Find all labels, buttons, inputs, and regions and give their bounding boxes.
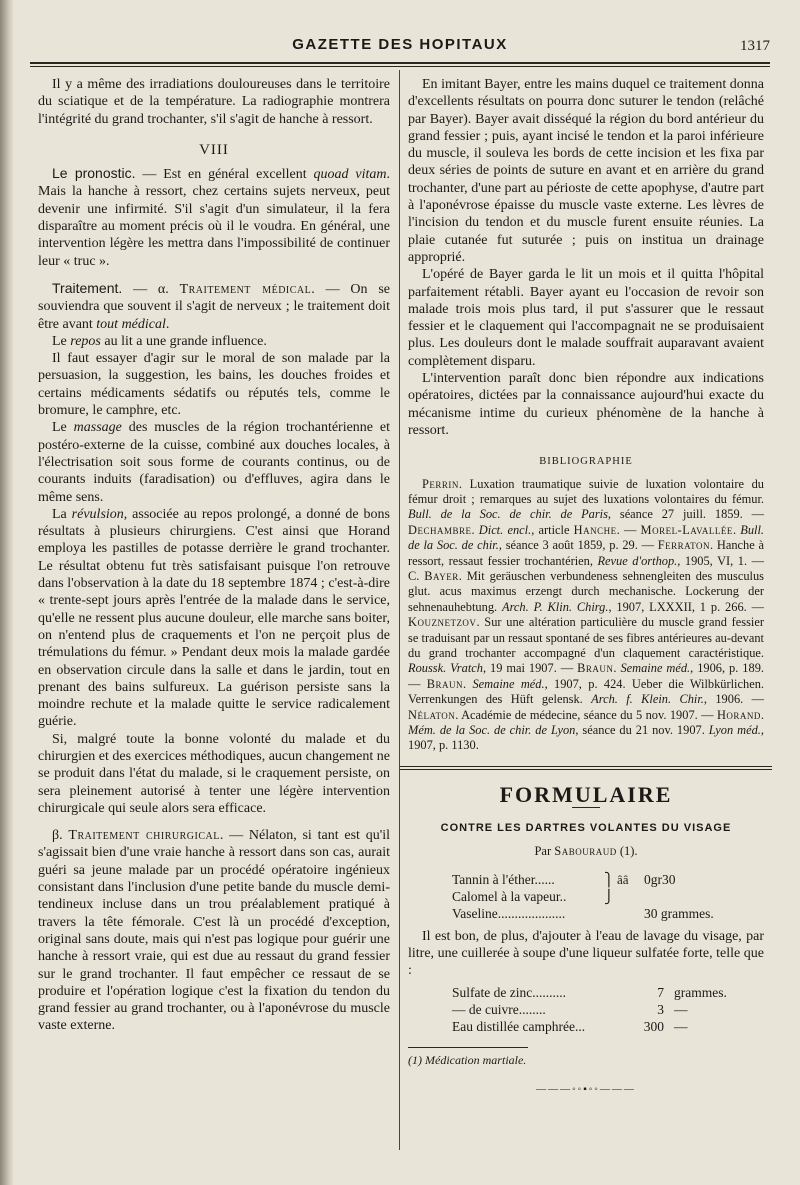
table-row bbox=[408, 1001, 764, 1018]
footnote-text: (1) Médication martiale. bbox=[408, 1052, 527, 1067]
text: au lit a une grande influence. bbox=[100, 333, 267, 349]
quantity: 7 bbox=[657, 984, 664, 1000]
italic-text: Semaine méd. bbox=[472, 676, 545, 691]
italic-text: massage bbox=[73, 420, 122, 436]
italic-text: quoad vitam bbox=[313, 167, 387, 183]
section-rule-thin bbox=[400, 769, 772, 770]
header-rule bbox=[30, 62, 770, 64]
italic-text: Dict. encl. bbox=[478, 522, 532, 537]
text: . bbox=[463, 676, 473, 691]
paragraph: L'intervention paraît donc bien répondre aux indications opératoires, dictées par la connaissance aujourd'hui exacte du mécanisme intime du curieux phénomène de la hanche à ressort. bbox=[408, 371, 764, 438]
footnote bbox=[408, 1052, 764, 1069]
text: , 19 mai 1907. — bbox=[482, 661, 578, 676]
table-row bbox=[408, 888, 764, 905]
italic-text: Lyon méd. bbox=[708, 723, 761, 738]
small-caps-text: Traitement médical bbox=[179, 281, 312, 297]
text: — α. bbox=[122, 281, 180, 297]
text: Le bbox=[52, 420, 74, 436]
text: , article bbox=[531, 522, 574, 537]
text: — Est en général excellent bbox=[135, 167, 314, 183]
text: . Mais la hanche à ressort, chez certains sujets nerveux, peut devenir une infirmité. S'il s'agit d'un simulateur, il la fera disparaître au moment précis où il le voudra. En général, une intervention légère les mettra dans l'impossibilité de continuer leur « truc ». bbox=[38, 167, 390, 269]
text: Par bbox=[534, 844, 555, 859]
text: , associée au repos prolongé, a donné de bons résultats à plusieurs chirurgiens. C'est ainsi que Horand employa les pastilles de potasse derrière le grand trochanter. Le résultat obtenu fut très satisfaisant puisque l'on retrouve dans l'observation à la date du 18 septembre 1874 ; c'est-à-dire « trente-sept jours après l'entrée de la malade dans le service, qu'elle ne ressent plus aucune douleur, elle marche sans boiter, on n'entend plus de craquements et l'on ne perçoit plus de trémulations du fémur. » Pendant deux mois la malade gardée en observation circule dans la salle et dans le jardin, tout en prenant des bains sulfureux. La guérison persiste sans la moindre rechute et la malade quitte le service radicalement guérie. bbox=[38, 506, 390, 730]
text: . bbox=[732, 522, 741, 537]
bibliography-heading: BIBLIOGRAPHIE bbox=[539, 456, 633, 468]
author-name: Braun bbox=[577, 661, 614, 676]
small-caps-text: Traitement chirurgical bbox=[68, 828, 220, 844]
quantity: 300 bbox=[643, 1018, 664, 1034]
prescription-table-2 bbox=[408, 984, 764, 1035]
column-divider bbox=[399, 70, 400, 1150]
table-row bbox=[408, 871, 764, 888]
italic-text: Mém. de la Soc. de chir. de Lyon bbox=[408, 723, 576, 738]
small-caps-text: Hanche bbox=[573, 522, 617, 537]
italic-text: repos bbox=[70, 333, 101, 349]
section-rule bbox=[400, 766, 772, 767]
journal-title: GAZETTE DES HOPITAUX bbox=[292, 36, 508, 53]
italic-text: Arch. P. Klin. Chirg. bbox=[502, 599, 609, 614]
text: , séance 3 août 1859, p. 29. — bbox=[498, 538, 658, 553]
prescription-table bbox=[408, 871, 764, 922]
header-rule-thin bbox=[30, 66, 770, 67]
text: , 1907, LXXXII, 1 p. 266. — bbox=[608, 599, 765, 614]
text: , séance du 21 nov. 1907. bbox=[575, 723, 709, 738]
formulaire-heading: FORMULAIRE bbox=[499, 781, 673, 807]
run-in-heading: Traitement. bbox=[52, 279, 123, 296]
quantity: 0gr30 bbox=[644, 871, 676, 887]
author-name: Perrin bbox=[422, 476, 459, 491]
paragraph-traitement-chirurgical bbox=[38, 827, 390, 1035]
quantity: 30 grammes. bbox=[644, 905, 714, 921]
author-name: Sabouraud bbox=[554, 844, 617, 859]
running-header bbox=[30, 26, 770, 62]
author-name: Nélaton bbox=[408, 707, 456, 722]
text: . — bbox=[616, 522, 641, 537]
paragraph: Si, malgré toute la bonne volonté du malade et du chirurgien et des exercices méthodiques, aucun changement ne se produit dans l'état du malade, si le craquement persiste, on sera pleinement autorisé à tenter une légère intervention chirurgicale qui seule alors sera efficace. bbox=[38, 731, 390, 816]
text: Le bbox=[52, 333, 71, 349]
ingredient: — de cuivre........ bbox=[452, 1001, 546, 1017]
quantity bbox=[644, 888, 764, 905]
bibliography bbox=[408, 477, 764, 754]
right-column bbox=[408, 76, 764, 1098]
recipe-author bbox=[408, 843, 764, 860]
ingredient: Vaseline.................... bbox=[452, 905, 566, 921]
italic-text: Semaine méd. bbox=[620, 661, 691, 676]
text: . — Nélaton, si tant est qu'il s'agissait bien d'une vraie hanche à ressort dans son cas, aurait guéri sa jeune malade par un procédé opératoire ingénieux consistant dans l'inclusion d'une petite bande du muscle demi-tendineux incluse dans un trou préalablement pratiqué à travers la tête fémorale. C'est là un procédé d'exception, original sans doute, mais qui n'est pas logique pour guérir une hanche à ressort vraie, qui est due au ressaut du grand fessier sur le grand trochanter. Il faut empêcher ce ressaut de se produire et l'opération logique c'est la fixation du tendon du grand fessier au grand trochanter, ou à l'aponévrose du muscle vaste externe. bbox=[38, 828, 390, 1034]
text: , 1907, p. 1130. bbox=[408, 723, 764, 753]
page-number: 1317 bbox=[740, 38, 770, 54]
text: . Hanche à ressort, ressaut fessier trochantérien, bbox=[408, 538, 764, 568]
text: , 1905, VI, 1. — C. bbox=[408, 553, 765, 583]
ornament-divider: ———◦◦▪◦◦——— bbox=[536, 1083, 636, 1095]
italic-text: Bull. de la Soc. de chir. bbox=[408, 522, 765, 553]
text: (1). bbox=[616, 844, 638, 859]
text: . bbox=[165, 316, 170, 332]
italic-text: tout médical bbox=[96, 316, 166, 332]
text: . bbox=[613, 661, 621, 676]
paragraph: En imitant Bayer, entre les mains duquel ce traitement donna d'excellents résultats on pourra donc suturer le tendon (relâché par Bayer). Bayer avait disséqué la région du bord antérieur du grand fessier ; puis, ayant incisé le tendon et la paroi inférieure du muscle, il souleva les bords de cette incision et les fixa par deux séries de points de suture en avant et en arrière du grand trochanter, d'une part au périoste de cette apophyse, d'autre part à l'aponévrose épaisse du muscle vaste externe. Les lèvres de l'incision du tendon et du muscle furent ensuite réunies. La plaie cutanée fut suturée ; puis on institua un drainage approprié. bbox=[408, 77, 764, 265]
run-in-heading: Le pronostic. bbox=[52, 165, 136, 182]
author-name: Bayer bbox=[424, 568, 459, 583]
paragraph-traitement bbox=[38, 280, 390, 333]
text: , 1906. — bbox=[703, 692, 764, 707]
paragraph: Il y a même des irradiations douloureuses dans le territoire du sciatique et de la température. La radiographie montrera l'intégrité du grand trochanter, s'il s'agit de hanche à ressort. bbox=[38, 77, 390, 127]
text: , séance 27 juill. 1859. — bbox=[607, 507, 764, 522]
heading-underline bbox=[572, 807, 600, 808]
paragraph: L'opéré de Bayer garda le lit un mois et il quitta l'hôpital parfaitement rétabli. Bayer ayant eu l'occasion de revoir son malade trois mois plus tard, il put s'assurer que le ressaut fessier et le claquement qui l'accompagnait ne se produisaient plus. Les douleurs dont le malade souffrait auparavant avaient complètement disparu. bbox=[408, 267, 764, 369]
brace-mark: ⎭ bbox=[604, 888, 614, 904]
italic-text: Revue d'orthop. bbox=[597, 553, 678, 568]
unit: — bbox=[674, 1018, 688, 1034]
paragraph: Il est bon, de plus, d'ajouter à l'eau de lavage du visage, par litre, une cuillerée à soupe d'une liqueur sulfatée forte, telle que : bbox=[408, 928, 764, 979]
author-name: Braun bbox=[426, 676, 464, 691]
text: β. bbox=[52, 828, 69, 844]
author-name: Dechambre bbox=[408, 522, 472, 537]
author-name: Ferraton bbox=[657, 538, 710, 553]
author-name: Kouznetzov bbox=[408, 615, 477, 630]
text: , 1906, p. 189. — bbox=[408, 661, 764, 691]
paragraph-pronostic bbox=[38, 165, 390, 270]
text: , 1907, p. 424. Ueber die Wilbkürlichen. Verrenkungen des Hüft gelensk. bbox=[408, 676, 764, 707]
brace-mark: ⎫ ââ bbox=[604, 871, 629, 887]
paragraph bbox=[38, 333, 390, 350]
text: des muscles de la région trochantérienne et postéro-externe de la cuisse, combiné aux douches locales, à l'électrisation soit sous forme de courants continus, ou de courants induits (faradisation) ou d'effluves, agira dans le même sens. bbox=[38, 420, 391, 505]
italic-text: Arch. f. Klein. Chir. bbox=[591, 692, 704, 707]
table-row bbox=[408, 984, 764, 1001]
ingredient: Eau distillée camphrée... bbox=[452, 1018, 586, 1034]
section-number: VIII bbox=[199, 141, 229, 158]
footnote-rule bbox=[408, 1047, 528, 1048]
unit: grammes. bbox=[674, 984, 727, 1000]
text: . — On se souviendra que souvent il s'agit de nerveux ; le traitement doit être avant bbox=[38, 281, 391, 332]
text: La bbox=[52, 506, 72, 522]
text: . Sur une altération particulière du muscle grand fessier se traduisant par un ressaut spontané de ses fibres antérieures au-devant du grand trochanter accompagné d'un claquement caractéristique. bbox=[408, 615, 764, 660]
table-row bbox=[408, 1018, 764, 1035]
unit: — bbox=[674, 1001, 688, 1017]
italic-text: Roussk. Vratch bbox=[408, 661, 483, 676]
ingredient: Tannin à l'éther...... bbox=[452, 871, 555, 887]
ingredient: Calomel à la vapeur.. bbox=[452, 888, 567, 904]
italic-text: Bull. de la Soc. de chir. de Paris bbox=[408, 507, 608, 522]
text: . bbox=[471, 522, 479, 537]
author-name: Morel-Lavallée bbox=[640, 522, 733, 537]
text: . Mit geräuschen verbundeness sehnengleiten des musculus glut. acus maximus erzengt durch mechanische. Lockerung der sehnenauhebtung. bbox=[408, 568, 764, 614]
author-name: Horand bbox=[716, 707, 761, 722]
quantity: 3 bbox=[657, 1001, 664, 1017]
text: . Académie de médecine, séance du 5 nov. 1907. — bbox=[455, 707, 717, 722]
text: . Luxation traumatique suivie de luxation volontaire du fémur droit ; remarques au sujet des luxations volontaires du fémur. bbox=[408, 476, 764, 506]
text: . bbox=[760, 707, 764, 722]
book-spine-shadow bbox=[0, 0, 14, 1185]
left-column bbox=[38, 76, 390, 1035]
brace-mark bbox=[604, 905, 644, 922]
recipe-title: CONTRE LES DARTRES VOLANTES DU VISAGE bbox=[440, 822, 732, 835]
paragraph bbox=[38, 506, 390, 731]
italic-text: révulsion bbox=[71, 506, 124, 522]
paragraph: Il faut essayer d'agir sur le moral de son malade par la persuasion, la suggestion, les bains, les douches froides et certains médicaments sédatifs ou réputés tels, comme le bromure, le camphre, etc. bbox=[38, 351, 390, 419]
table-row bbox=[408, 905, 764, 922]
paragraph bbox=[38, 419, 390, 505]
ingredient: Sulfate de zinc.......... bbox=[452, 984, 566, 1000]
